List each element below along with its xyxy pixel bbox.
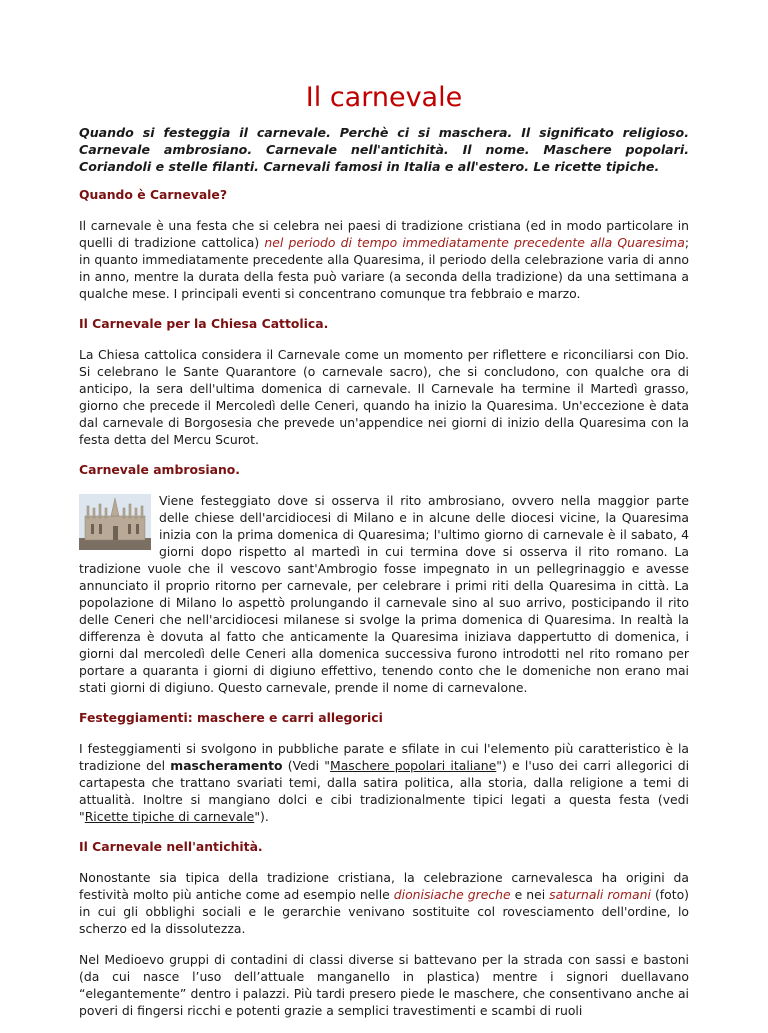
article-body — [79, 124, 689, 1033]
emphasis-mascheramento: mascheramento — [170, 758, 283, 773]
text-run: Nonostante sia tipica della tradizione cristiana, la celebrazione carnevalesca ha origini da festività molto più antiche come ad esempio nelle — [79, 870, 689, 902]
section-heading-ambrosiano: Carnevale ambrosiano. — [79, 462, 240, 477]
link-ricette-tipiche[interactable]: Ricette tipiche di carnevale — [84, 809, 255, 824]
emphasis-saturnali: saturnali romani — [549, 887, 651, 902]
section-heading-antichita: Il Carnevale nell'antichità. — [79, 839, 263, 854]
text-run: ; in quanto immediatamente precedente alla Quaresima, il periodo della celebrazione varia di anno in anno, mentre la durata della festa può variare (a seconda della tradizione) da una settimana a qualche mese. I principali eventi si concentrano comunque tra febbraio e marzo. — [79, 235, 689, 301]
section-heading-chiesa: Il Carnevale per la Chiesa Cattolica. — [79, 316, 329, 331]
paragraph-quando — [79, 217, 689, 302]
text-run: ") e l'uso dei carri allegorici di cartapesta che trattano svariati temi, dalla satira politica, alla storia, dalla religione a temi di attualità. Inoltre si mangiano dolci e cibi tradizionalmente tipici legati a questa festa (vedi " — [79, 758, 690, 824]
paragraph-chiesa: La Chiesa cattolica considera il Carnevale come un momento per riflettere e riconciliarsi con Dio. Si celebrano le Sante Quarantore (o carnevale sacro), che si concludono, con qualche ora di anticipo, la sera dell'ultima domenica di carnevale. Il Carnevale ha termine il Martedì grasso, giorno che precede il Mercoledì delle Ceneri, quando ha inizio la Quaresima. Un'eccezione è data dal carnevale di Borgosesia che prevede un'appendice nei giorni di inizio della Quaresima con la festa detta del Mercu Scurot. — [79, 347, 689, 447]
milan-cathedral-image — [79, 494, 151, 550]
text-run: Viene festeggiato dove si osserva il rito ambrosiano, ovvero nella maggior parte delle chiese dell'arcidiocesi di Milano e in alcune delle diocesi vicine, la Quaresima inizia con la prima domenica di Quaresima; l'ultimo giorno di carnevale è il sabato, 4 giorni dopo rispetto al martedì in cui termina dove si osserva il rito romano. La tradizione vuole che il vescovo sant'Ambrogio fosse impegnato in un pellegrinaggio e avesse annunciato il proprio ritorno per carnevale, per celebrare i primi riti della Quaresima in città. La popolazione di Milano lo aspettò prolungando il carnevale sino al suo arrivo, posticipando il rito delle Ceneri che nell'arcidiocesi milanese si svolge la prima domenica di Quaresima. In realtà la differenza è dovuta al fatto che anticamente la Quaresima iniziava dappertutto di domenica, i giorni dal mercoledì delle Ceneri alla domenica successiva furono introdotti nel rito romano per portare a quaranta i giorni di digiuno effettivo, tenendo conto che le domeniche non erano mai stati giorni di digiuno. Questo carnevale, prende il nome di carnevalone. — [79, 493, 689, 695]
text-run: (Vedi " — [282, 758, 331, 773]
text-run: "). — [254, 809, 269, 824]
emphasis-quaresima: nel periodo di tempo immediatamente precedente alla Quaresima — [264, 235, 685, 250]
text-run: (foto) in cui gli obblighi sociali e le gerarchie venivano sostituite col rovesciamento dell'ordine, lo scherzo ed la dissolutezza. — [79, 887, 689, 936]
article-summary: Quando si festeggia il carnevale. Perchè ci si maschera. Il significato religioso. Carnevale ambrosiano. Carnevale nell'antichità. Il nome. Maschere popolari. Coriandoli e stelle filanti. Carnevali famosi in Italia e all'estero. Le ricette tipiche. — [79, 125, 689, 174]
paragraph-antichita-2: Nel Medioevo gruppi di contadini di classi diverse si battevano per la strada con sassi e bastoni (da cui nasce l’uso dell’attuale manganello in plastica) mentre i signori duellavano “elegantemente” dentro i palazzi. Più tardi presero piede le maschere, che consentivano anche ai poveri di fingersi ricchi e potenti grazie a semplici travestimenti e scambi di ruoli — [79, 952, 689, 1018]
text-run: e nei — [510, 887, 550, 902]
paragraph-festeggiamenti — [79, 740, 689, 825]
link-maschere-popolari[interactable]: Maschere popolari italiane — [330, 758, 497, 773]
section-heading-festeggiamenti: Festeggiamenti: maschere e carri allegorici — [79, 710, 383, 725]
paragraph-ambrosiano — [79, 492, 689, 696]
paragraph-antichita-1 — [79, 869, 689, 937]
emphasis-dionisiache: dionisiache greche — [393, 887, 511, 902]
page-title: Il carnevale — [305, 82, 463, 113]
text-run: Il carnevale è una festa che si celebra nei paesi di tradizione cristiana (ed in modo particolare in quelli di tradizione cattolica) — [79, 218, 689, 250]
cathedral-icon — [79, 494, 151, 550]
section-heading-quando: Quando è Carnevale? — [79, 187, 228, 202]
text-run: I festeggiamenti si svolgono in pubbliche parate e sfilate in cui l'elemento più caratteristico è la tradizione del — [79, 741, 689, 773]
